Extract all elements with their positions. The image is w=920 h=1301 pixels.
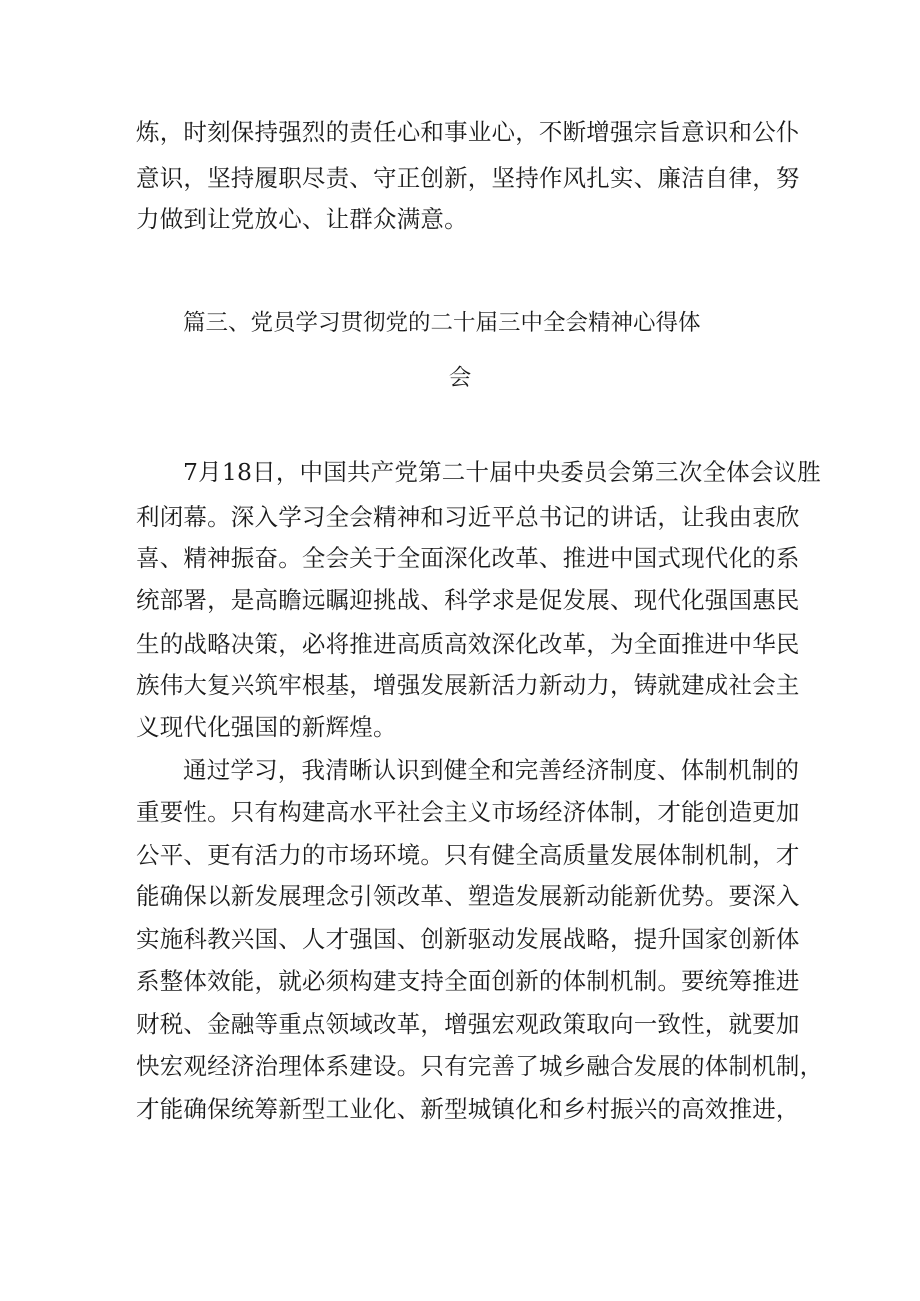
- section-title-continued: 会: [448, 365, 472, 391]
- text-line: 统部署，是高瞻远瞩迎挑战、科学求是促发展、现代化强国惠民: [136, 586, 800, 614]
- text-line: 喜、精神振奋。全会关于全面深化改革、推进中国式现代化的系: [136, 544, 800, 572]
- text-line: 快宏观经济治理体系建设。只有完善了城乡融合发展的体制机制，: [136, 1052, 824, 1080]
- text-line: 公平、更有活力的市场环境。只有健全高质量发展体制机制，才: [136, 841, 800, 869]
- text-line: 能确保以新发展理念引领改革、塑造发展新动能新优势。要深入: [136, 882, 800, 910]
- text-line: 利闭幕。深入学习全会精神和习近平总书记的讲话，让我由衷欣: [136, 503, 800, 531]
- text-line: 通过学习，我清晰认识到健全和完善经济制度、体制机制的: [183, 756, 800, 784]
- text-line: 7月18日，中国共产党第二十届中央委员会第三次全体会议胜: [183, 458, 821, 486]
- text-line: 力做到让党放心、让群众满意。: [136, 205, 468, 233]
- text-line: 系整体效能，就必须构建支持全面创新的体制机制。要统筹推进: [136, 967, 800, 995]
- text-line: 实施科教兴国、人才强国、创新驱动发展战略，提升国家创新体: [136, 925, 800, 953]
- text-line: 重要性。只有构建高水平社会主义市场经济体制，才能创造更加: [136, 798, 800, 826]
- section-title: 篇三、党员学习贯彻党的二十届三中全会精神心得体: [183, 310, 701, 336]
- text-line: 炼，时刻保持强烈的责任心和事业心，不断增强宗旨意识和公仆: [136, 118, 800, 146]
- text-line: 才能确保统筹新型工业化、新型城镇化和乡村振兴的高效推进，: [136, 1095, 800, 1123]
- text-line: 生的战略决策，必将推进高质高效深化改革，为全面推进中华民: [136, 630, 800, 658]
- text-line: 财税、金融等重点领域改革，增强宏观政策取向一致性，就要加: [136, 1010, 800, 1038]
- text-line: 义现代化强国的新辉煌。: [136, 713, 397, 741]
- text-line: 族伟大复兴筑牢根基，增强发展新活力新动力，铸就建成社会主: [136, 671, 800, 699]
- text-line: 意识，坚持履职尽责、守正创新，坚持作风扎实、廉洁自律，努: [136, 164, 800, 192]
